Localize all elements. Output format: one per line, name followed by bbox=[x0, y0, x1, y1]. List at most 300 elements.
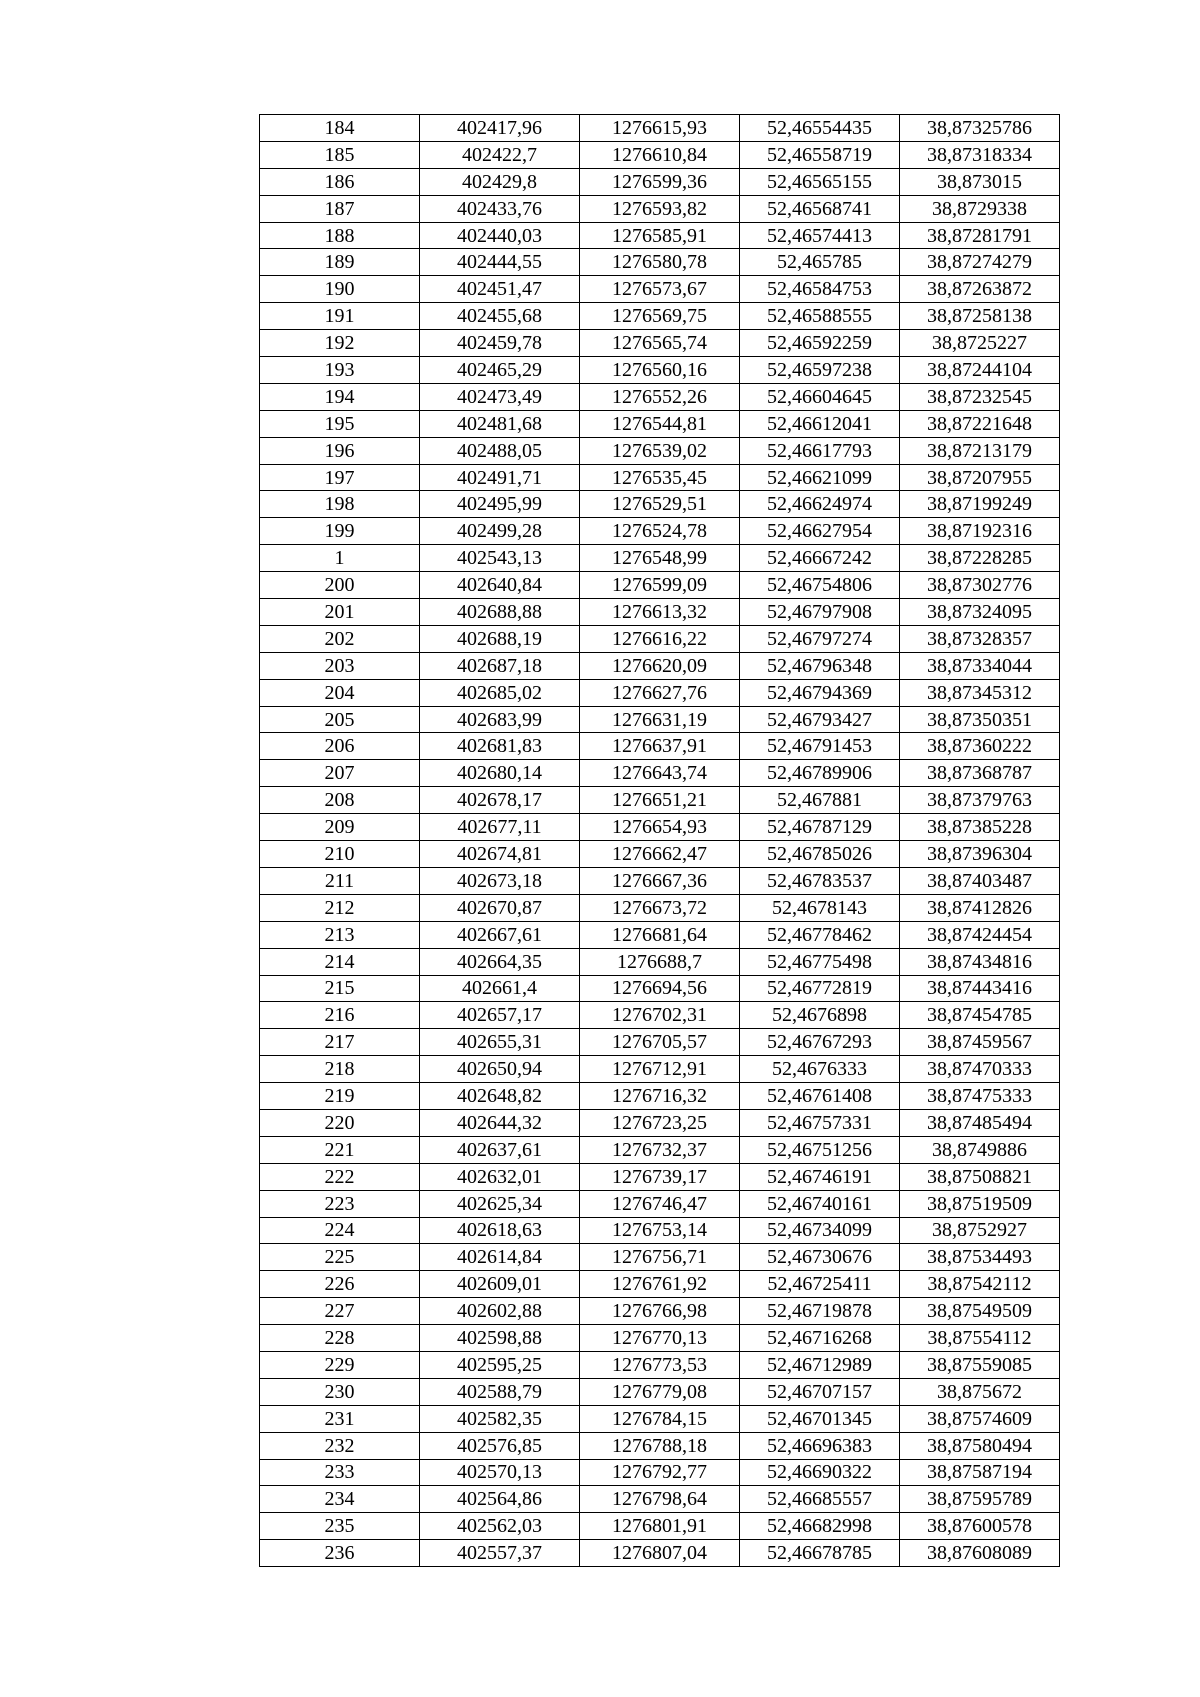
point-number-cell: 212 bbox=[260, 894, 420, 921]
longitude-cell: 38,87192316 bbox=[900, 518, 1060, 545]
point-number-cell: 199 bbox=[260, 518, 420, 545]
point-number-cell: 194 bbox=[260, 383, 420, 410]
x-coordinate-cell: 402598,88 bbox=[420, 1325, 580, 1352]
latitude-cell: 52,46612041 bbox=[740, 410, 900, 437]
y-coordinate-cell: 1276732,37 bbox=[580, 1136, 740, 1163]
x-coordinate-cell: 402655,31 bbox=[420, 1029, 580, 1056]
y-coordinate-cell: 1276705,57 bbox=[580, 1029, 740, 1056]
longitude-cell: 38,87519509 bbox=[900, 1190, 1060, 1217]
y-coordinate-cell: 1276739,17 bbox=[580, 1163, 740, 1190]
y-coordinate-cell: 1276773,53 bbox=[580, 1351, 740, 1378]
point-number-cell: 232 bbox=[260, 1432, 420, 1459]
point-number-cell: 209 bbox=[260, 814, 420, 841]
y-coordinate-cell: 1276529,51 bbox=[580, 491, 740, 518]
longitude-cell: 38,87443416 bbox=[900, 975, 1060, 1002]
longitude-cell: 38,87368787 bbox=[900, 760, 1060, 787]
latitude-cell: 52,46685557 bbox=[740, 1486, 900, 1513]
longitude-cell: 38,87213179 bbox=[900, 437, 1060, 464]
x-coordinate-cell: 402688,19 bbox=[420, 625, 580, 652]
point-number-cell: 192 bbox=[260, 330, 420, 357]
latitude-cell: 52,46678785 bbox=[740, 1540, 900, 1567]
longitude-cell: 38,87470333 bbox=[900, 1056, 1060, 1083]
point-number-cell: 187 bbox=[260, 195, 420, 222]
table-row bbox=[260, 464, 1060, 491]
point-number-cell: 193 bbox=[260, 357, 420, 384]
point-number-cell: 233 bbox=[260, 1459, 420, 1486]
latitude-cell: 52,46793427 bbox=[740, 706, 900, 733]
x-coordinate-cell: 402451,47 bbox=[420, 276, 580, 303]
longitude-cell: 38,87534493 bbox=[900, 1244, 1060, 1271]
x-coordinate-cell: 402609,01 bbox=[420, 1271, 580, 1298]
x-coordinate-cell: 402683,99 bbox=[420, 706, 580, 733]
x-coordinate-cell: 402433,76 bbox=[420, 195, 580, 222]
point-number-cell: 214 bbox=[260, 948, 420, 975]
x-coordinate-cell: 402650,94 bbox=[420, 1056, 580, 1083]
latitude-cell: 52,46588555 bbox=[740, 303, 900, 330]
x-coordinate-cell: 402614,84 bbox=[420, 1244, 580, 1271]
table-row bbox=[260, 1244, 1060, 1271]
x-coordinate-cell: 402632,01 bbox=[420, 1163, 580, 1190]
x-coordinate-cell: 402429,8 bbox=[420, 168, 580, 195]
table-row bbox=[260, 841, 1060, 868]
longitude-cell: 38,87542112 bbox=[900, 1271, 1060, 1298]
y-coordinate-cell: 1276756,71 bbox=[580, 1244, 740, 1271]
table-row bbox=[260, 894, 1060, 921]
point-number-cell: 222 bbox=[260, 1163, 420, 1190]
table-row bbox=[260, 625, 1060, 652]
latitude-cell: 52,4678143 bbox=[740, 894, 900, 921]
y-coordinate-cell: 1276702,31 bbox=[580, 1002, 740, 1029]
x-coordinate-cell: 402602,88 bbox=[420, 1298, 580, 1325]
longitude-cell: 38,87199249 bbox=[900, 491, 1060, 518]
point-number-cell: 200 bbox=[260, 572, 420, 599]
point-number-cell: 230 bbox=[260, 1378, 420, 1405]
longitude-cell: 38,87221648 bbox=[900, 410, 1060, 437]
table-row bbox=[260, 1325, 1060, 1352]
table-row bbox=[260, 1298, 1060, 1325]
table-row bbox=[260, 814, 1060, 841]
y-coordinate-cell: 1276573,67 bbox=[580, 276, 740, 303]
table-row bbox=[260, 1002, 1060, 1029]
x-coordinate-cell: 402417,96 bbox=[420, 115, 580, 142]
longitude-cell: 38,87475333 bbox=[900, 1083, 1060, 1110]
y-coordinate-cell: 1276565,74 bbox=[580, 330, 740, 357]
table-row bbox=[260, 437, 1060, 464]
y-coordinate-cell: 1276569,75 bbox=[580, 303, 740, 330]
x-coordinate-cell: 402422,7 bbox=[420, 141, 580, 168]
latitude-cell: 52,46621099 bbox=[740, 464, 900, 491]
point-number-cell: 220 bbox=[260, 1109, 420, 1136]
longitude-cell: 38,87258138 bbox=[900, 303, 1060, 330]
latitude-cell: 52,46690322 bbox=[740, 1459, 900, 1486]
y-coordinate-cell: 1276807,04 bbox=[580, 1540, 740, 1567]
latitude-cell: 52,46719878 bbox=[740, 1298, 900, 1325]
longitude-cell: 38,87403487 bbox=[900, 867, 1060, 894]
longitude-cell: 38,87554112 bbox=[900, 1325, 1060, 1352]
point-number-cell: 202 bbox=[260, 625, 420, 652]
y-coordinate-cell: 1276801,91 bbox=[580, 1513, 740, 1540]
y-coordinate-cell: 1276779,08 bbox=[580, 1378, 740, 1405]
y-coordinate-cell: 1276620,09 bbox=[580, 652, 740, 679]
point-number-cell: 201 bbox=[260, 599, 420, 626]
x-coordinate-cell: 402491,71 bbox=[420, 464, 580, 491]
x-coordinate-cell: 402562,03 bbox=[420, 1513, 580, 1540]
y-coordinate-cell: 1276673,72 bbox=[580, 894, 740, 921]
y-coordinate-cell: 1276552,26 bbox=[580, 383, 740, 410]
table-row bbox=[260, 1109, 1060, 1136]
point-number-cell: 228 bbox=[260, 1325, 420, 1352]
table-row bbox=[260, 948, 1060, 975]
point-number-cell: 217 bbox=[260, 1029, 420, 1056]
longitude-cell: 38,87379763 bbox=[900, 787, 1060, 814]
longitude-cell: 38,87318334 bbox=[900, 141, 1060, 168]
table-row bbox=[260, 357, 1060, 384]
longitude-cell: 38,87559085 bbox=[900, 1351, 1060, 1378]
table-row bbox=[260, 115, 1060, 142]
x-coordinate-cell: 402685,02 bbox=[420, 679, 580, 706]
table-row bbox=[260, 1540, 1060, 1567]
longitude-cell: 38,87334044 bbox=[900, 652, 1060, 679]
latitude-cell: 52,46787129 bbox=[740, 814, 900, 841]
table-row bbox=[260, 867, 1060, 894]
x-coordinate-cell: 402455,68 bbox=[420, 303, 580, 330]
x-coordinate-cell: 402670,87 bbox=[420, 894, 580, 921]
point-number-cell: 198 bbox=[260, 491, 420, 518]
latitude-cell: 52,46797908 bbox=[740, 599, 900, 626]
y-coordinate-cell: 1276716,32 bbox=[580, 1083, 740, 1110]
longitude-cell: 38,87595789 bbox=[900, 1486, 1060, 1513]
longitude-cell: 38,87485494 bbox=[900, 1109, 1060, 1136]
longitude-cell: 38,8752927 bbox=[900, 1217, 1060, 1244]
x-coordinate-cell: 402625,34 bbox=[420, 1190, 580, 1217]
point-number-cell: 207 bbox=[260, 760, 420, 787]
point-number-cell: 211 bbox=[260, 867, 420, 894]
table-row bbox=[260, 1190, 1060, 1217]
y-coordinate-cell: 1276610,84 bbox=[580, 141, 740, 168]
longitude-cell: 38,87232545 bbox=[900, 383, 1060, 410]
y-coordinate-cell: 1276792,77 bbox=[580, 1459, 740, 1486]
latitude-cell: 52,46789906 bbox=[740, 760, 900, 787]
table-row bbox=[260, 303, 1060, 330]
x-coordinate-cell: 402588,79 bbox=[420, 1378, 580, 1405]
point-number-cell: 191 bbox=[260, 303, 420, 330]
latitude-cell: 52,46682998 bbox=[740, 1513, 900, 1540]
latitude-cell: 52,46797274 bbox=[740, 625, 900, 652]
latitude-cell: 52,46707157 bbox=[740, 1378, 900, 1405]
y-coordinate-cell: 1276548,99 bbox=[580, 545, 740, 572]
table-row bbox=[260, 760, 1060, 787]
point-number-cell: 216 bbox=[260, 1002, 420, 1029]
point-number-cell: 203 bbox=[260, 652, 420, 679]
point-number-cell: 189 bbox=[260, 249, 420, 276]
latitude-cell: 52,465785 bbox=[740, 249, 900, 276]
x-coordinate-cell: 402688,88 bbox=[420, 599, 580, 626]
y-coordinate-cell: 1276712,91 bbox=[580, 1056, 740, 1083]
table-row bbox=[260, 921, 1060, 948]
latitude-cell: 52,46740161 bbox=[740, 1190, 900, 1217]
table-row bbox=[260, 249, 1060, 276]
longitude-cell: 38,8749886 bbox=[900, 1136, 1060, 1163]
point-number-cell: 184 bbox=[260, 115, 420, 142]
x-coordinate-cell: 402459,78 bbox=[420, 330, 580, 357]
x-coordinate-cell: 402644,32 bbox=[420, 1109, 580, 1136]
latitude-cell: 52,46757331 bbox=[740, 1109, 900, 1136]
longitude-cell: 38,87274279 bbox=[900, 249, 1060, 276]
table-row bbox=[260, 1271, 1060, 1298]
x-coordinate-cell: 402661,4 bbox=[420, 975, 580, 1002]
x-coordinate-cell: 402495,99 bbox=[420, 491, 580, 518]
longitude-cell: 38,87345312 bbox=[900, 679, 1060, 706]
x-coordinate-cell: 402499,28 bbox=[420, 518, 580, 545]
table-row bbox=[260, 383, 1060, 410]
x-coordinate-cell: 402543,13 bbox=[420, 545, 580, 572]
latitude-cell: 52,46667242 bbox=[740, 545, 900, 572]
longitude-cell: 38,8725227 bbox=[900, 330, 1060, 357]
coordinates-table-body bbox=[260, 115, 1060, 1567]
table-row bbox=[260, 491, 1060, 518]
x-coordinate-cell: 402557,37 bbox=[420, 1540, 580, 1567]
table-row bbox=[260, 141, 1060, 168]
table-row bbox=[260, 1083, 1060, 1110]
table-row bbox=[260, 1459, 1060, 1486]
table-row bbox=[260, 1378, 1060, 1405]
table-row bbox=[260, 195, 1060, 222]
y-coordinate-cell: 1276643,74 bbox=[580, 760, 740, 787]
table-row bbox=[260, 1029, 1060, 1056]
longitude-cell: 38,87549509 bbox=[900, 1298, 1060, 1325]
latitude-cell: 52,46778462 bbox=[740, 921, 900, 948]
point-number-cell: 236 bbox=[260, 1540, 420, 1567]
point-number-cell: 186 bbox=[260, 168, 420, 195]
latitude-cell: 52,46785026 bbox=[740, 841, 900, 868]
y-coordinate-cell: 1276560,16 bbox=[580, 357, 740, 384]
coordinates-table bbox=[259, 114, 1060, 1567]
x-coordinate-cell: 402582,35 bbox=[420, 1405, 580, 1432]
point-number-cell: 226 bbox=[260, 1271, 420, 1298]
table-row bbox=[260, 733, 1060, 760]
point-number-cell: 188 bbox=[260, 222, 420, 249]
y-coordinate-cell: 1276784,15 bbox=[580, 1405, 740, 1432]
table-row bbox=[260, 518, 1060, 545]
longitude-cell: 38,875672 bbox=[900, 1378, 1060, 1405]
longitude-cell: 38,87302776 bbox=[900, 572, 1060, 599]
y-coordinate-cell: 1276681,64 bbox=[580, 921, 740, 948]
point-number-cell: 196 bbox=[260, 437, 420, 464]
y-coordinate-cell: 1276631,19 bbox=[580, 706, 740, 733]
longitude-cell: 38,87281791 bbox=[900, 222, 1060, 249]
longitude-cell: 38,87454785 bbox=[900, 1002, 1060, 1029]
table-row bbox=[260, 1432, 1060, 1459]
y-coordinate-cell: 1276599,36 bbox=[580, 168, 740, 195]
point-number-cell: 231 bbox=[260, 1405, 420, 1432]
latitude-cell: 52,46754806 bbox=[740, 572, 900, 599]
latitude-cell: 52,46751256 bbox=[740, 1136, 900, 1163]
point-number-cell: 1 bbox=[260, 545, 420, 572]
x-coordinate-cell: 402618,63 bbox=[420, 1217, 580, 1244]
y-coordinate-cell: 1276788,18 bbox=[580, 1432, 740, 1459]
table-row bbox=[260, 679, 1060, 706]
x-coordinate-cell: 402673,18 bbox=[420, 867, 580, 894]
point-number-cell: 219 bbox=[260, 1083, 420, 1110]
latitude-cell: 52,46772819 bbox=[740, 975, 900, 1002]
table-row bbox=[260, 276, 1060, 303]
latitude-cell: 52,46794369 bbox=[740, 679, 900, 706]
point-number-cell: 224 bbox=[260, 1217, 420, 1244]
table-row bbox=[260, 1351, 1060, 1378]
y-coordinate-cell: 1276688,7 bbox=[580, 948, 740, 975]
latitude-cell: 52,4676898 bbox=[740, 1002, 900, 1029]
latitude-cell: 52,46696383 bbox=[740, 1432, 900, 1459]
x-coordinate-cell: 402667,61 bbox=[420, 921, 580, 948]
x-coordinate-cell: 402570,13 bbox=[420, 1459, 580, 1486]
longitude-cell: 38,87459567 bbox=[900, 1029, 1060, 1056]
longitude-cell: 38,87600578 bbox=[900, 1513, 1060, 1540]
table-row bbox=[260, 410, 1060, 437]
longitude-cell: 38,87608089 bbox=[900, 1540, 1060, 1567]
table-row bbox=[260, 1405, 1060, 1432]
latitude-cell: 52,46767293 bbox=[740, 1029, 900, 1056]
y-coordinate-cell: 1276544,81 bbox=[580, 410, 740, 437]
point-number-cell: 206 bbox=[260, 733, 420, 760]
latitude-cell: 52,46558719 bbox=[740, 141, 900, 168]
longitude-cell: 38,87350351 bbox=[900, 706, 1060, 733]
y-coordinate-cell: 1276651,21 bbox=[580, 787, 740, 814]
x-coordinate-cell: 402687,18 bbox=[420, 652, 580, 679]
table-row bbox=[260, 652, 1060, 679]
x-coordinate-cell: 402564,86 bbox=[420, 1486, 580, 1513]
table-row bbox=[260, 599, 1060, 626]
latitude-cell: 52,46716268 bbox=[740, 1325, 900, 1352]
y-coordinate-cell: 1276535,45 bbox=[580, 464, 740, 491]
longitude-cell: 38,87508821 bbox=[900, 1163, 1060, 1190]
x-coordinate-cell: 402674,81 bbox=[420, 841, 580, 868]
y-coordinate-cell: 1276662,47 bbox=[580, 841, 740, 868]
longitude-cell: 38,87434816 bbox=[900, 948, 1060, 975]
table-row bbox=[260, 1486, 1060, 1513]
longitude-cell: 38,87412826 bbox=[900, 894, 1060, 921]
longitude-cell: 38,87324095 bbox=[900, 599, 1060, 626]
table-row bbox=[260, 545, 1060, 572]
longitude-cell: 38,87263872 bbox=[900, 276, 1060, 303]
point-number-cell: 218 bbox=[260, 1056, 420, 1083]
latitude-cell: 52,46791453 bbox=[740, 733, 900, 760]
table-row bbox=[260, 1056, 1060, 1083]
x-coordinate-cell: 402637,61 bbox=[420, 1136, 580, 1163]
point-number-cell: 190 bbox=[260, 276, 420, 303]
point-number-cell: 205 bbox=[260, 706, 420, 733]
table-row bbox=[260, 330, 1060, 357]
y-coordinate-cell: 1276694,56 bbox=[580, 975, 740, 1002]
longitude-cell: 38,87207955 bbox=[900, 464, 1060, 491]
y-coordinate-cell: 1276770,13 bbox=[580, 1325, 740, 1352]
latitude-cell: 52,46627954 bbox=[740, 518, 900, 545]
x-coordinate-cell: 402473,49 bbox=[420, 383, 580, 410]
point-number-cell: 213 bbox=[260, 921, 420, 948]
point-number-cell: 185 bbox=[260, 141, 420, 168]
y-coordinate-cell: 1276761,92 bbox=[580, 1271, 740, 1298]
y-coordinate-cell: 1276593,82 bbox=[580, 195, 740, 222]
latitude-cell: 52,46565155 bbox=[740, 168, 900, 195]
y-coordinate-cell: 1276798,64 bbox=[580, 1486, 740, 1513]
longitude-cell: 38,87574609 bbox=[900, 1405, 1060, 1432]
longitude-cell: 38,87396304 bbox=[900, 841, 1060, 868]
longitude-cell: 38,87587194 bbox=[900, 1459, 1060, 1486]
table-row bbox=[260, 572, 1060, 599]
table-row bbox=[260, 1163, 1060, 1190]
latitude-cell: 52,46775498 bbox=[740, 948, 900, 975]
y-coordinate-cell: 1276539,02 bbox=[580, 437, 740, 464]
table-row bbox=[260, 1217, 1060, 1244]
x-coordinate-cell: 402444,55 bbox=[420, 249, 580, 276]
y-coordinate-cell: 1276667,36 bbox=[580, 867, 740, 894]
latitude-cell: 52,46624974 bbox=[740, 491, 900, 518]
table-row bbox=[260, 1136, 1060, 1163]
longitude-cell: 38,87328357 bbox=[900, 625, 1060, 652]
y-coordinate-cell: 1276615,93 bbox=[580, 115, 740, 142]
point-number-cell: 215 bbox=[260, 975, 420, 1002]
latitude-cell: 52,46796348 bbox=[740, 652, 900, 679]
latitude-cell: 52,46734099 bbox=[740, 1217, 900, 1244]
latitude-cell: 52,46746191 bbox=[740, 1163, 900, 1190]
latitude-cell: 52,46584753 bbox=[740, 276, 900, 303]
y-coordinate-cell: 1276616,22 bbox=[580, 625, 740, 652]
point-number-cell: 221 bbox=[260, 1136, 420, 1163]
latitude-cell: 52,46574413 bbox=[740, 222, 900, 249]
latitude-cell: 52,46730676 bbox=[740, 1244, 900, 1271]
point-number-cell: 195 bbox=[260, 410, 420, 437]
y-coordinate-cell: 1276599,09 bbox=[580, 572, 740, 599]
x-coordinate-cell: 402481,68 bbox=[420, 410, 580, 437]
latitude-cell: 52,46712989 bbox=[740, 1351, 900, 1378]
latitude-cell: 52,46761408 bbox=[740, 1083, 900, 1110]
latitude-cell: 52,4676333 bbox=[740, 1056, 900, 1083]
latitude-cell: 52,46568741 bbox=[740, 195, 900, 222]
x-coordinate-cell: 402677,11 bbox=[420, 814, 580, 841]
longitude-cell: 38,87360222 bbox=[900, 733, 1060, 760]
point-number-cell: 235 bbox=[260, 1513, 420, 1540]
y-coordinate-cell: 1276637,91 bbox=[580, 733, 740, 760]
latitude-cell: 52,46604645 bbox=[740, 383, 900, 410]
y-coordinate-cell: 1276753,14 bbox=[580, 1217, 740, 1244]
x-coordinate-cell: 402678,17 bbox=[420, 787, 580, 814]
latitude-cell: 52,46617793 bbox=[740, 437, 900, 464]
x-coordinate-cell: 402664,35 bbox=[420, 948, 580, 975]
point-number-cell: 225 bbox=[260, 1244, 420, 1271]
longitude-cell: 38,87244104 bbox=[900, 357, 1060, 384]
longitude-cell: 38,87424454 bbox=[900, 921, 1060, 948]
y-coordinate-cell: 1276654,93 bbox=[580, 814, 740, 841]
table-row bbox=[260, 168, 1060, 195]
latitude-cell: 52,46783537 bbox=[740, 867, 900, 894]
x-coordinate-cell: 402465,29 bbox=[420, 357, 580, 384]
point-number-cell: 204 bbox=[260, 679, 420, 706]
x-coordinate-cell: 402640,84 bbox=[420, 572, 580, 599]
latitude-cell: 52,46554435 bbox=[740, 115, 900, 142]
x-coordinate-cell: 402681,83 bbox=[420, 733, 580, 760]
longitude-cell: 38,8729338 bbox=[900, 195, 1060, 222]
x-coordinate-cell: 402488,05 bbox=[420, 437, 580, 464]
point-number-cell: 223 bbox=[260, 1190, 420, 1217]
y-coordinate-cell: 1276627,76 bbox=[580, 679, 740, 706]
point-number-cell: 227 bbox=[260, 1298, 420, 1325]
latitude-cell: 52,46597238 bbox=[740, 357, 900, 384]
point-number-cell: 208 bbox=[260, 787, 420, 814]
longitude-cell: 38,873015 bbox=[900, 168, 1060, 195]
table-row bbox=[260, 222, 1060, 249]
y-coordinate-cell: 1276613,32 bbox=[580, 599, 740, 626]
y-coordinate-cell: 1276524,78 bbox=[580, 518, 740, 545]
latitude-cell: 52,467881 bbox=[740, 787, 900, 814]
